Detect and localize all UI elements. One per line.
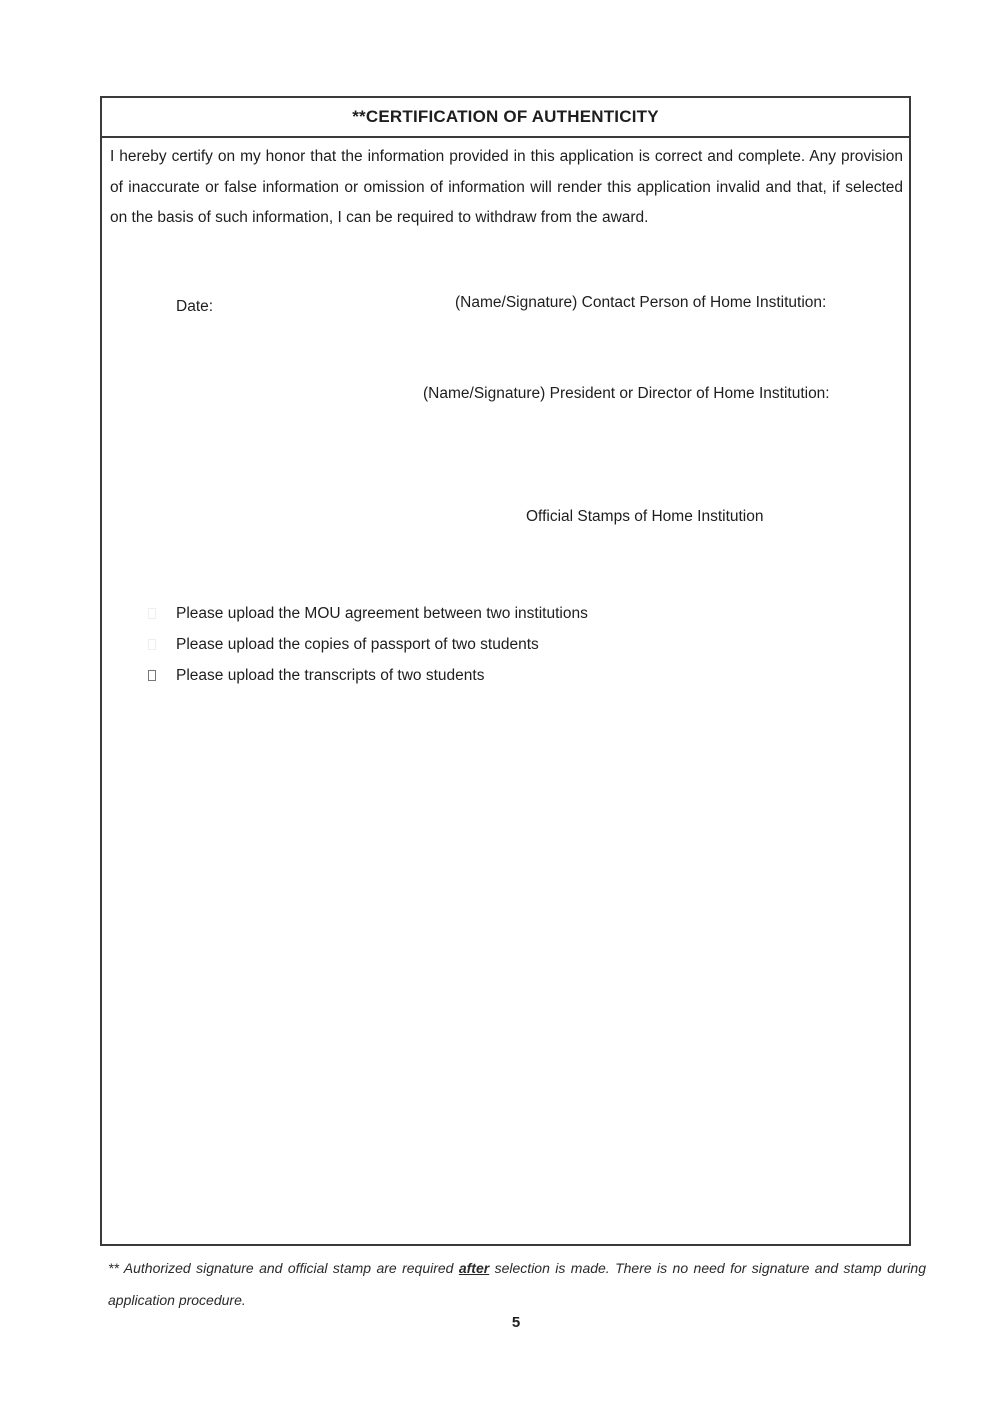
page-number: 5: [511, 1314, 521, 1331]
checkbox-icon[interactable]: [148, 639, 156, 650]
checklist-item-label: Please upload the transcripts of two students: [176, 667, 485, 684]
footnote-prefix: ** Authorized signature and official stamp are required: [108, 1260, 459, 1276]
official-stamps-label: Official Stamps of Home Institution: [526, 508, 764, 525]
checklist-item-label: Please upload the copies of passport of two students: [176, 636, 539, 653]
footnote: [108, 1252, 926, 1316]
checkbox-icon[interactable]: [148, 670, 156, 681]
certification-statement: I hereby certify on my honor that the information provided in this application is correct and complete. Any provision of inaccurate or false information or omission of information will render this application invalid and that, if selected on the basis of such information, I can be required to withdraw from the award.: [110, 148, 903, 226]
checklist-item-label: Please upload the MOU agreement between two institutions: [176, 605, 588, 622]
checkbox-icon[interactable]: [148, 608, 156, 619]
footnote-suffix: selection is made. There is no need for signature and stamp during application procedure.: [108, 1260, 926, 1308]
footnote-emphasis: after: [458, 1260, 490, 1276]
certification-title: **CERTIFICATION OF AUTHENTICITY: [102, 98, 909, 138]
checklist-item: [146, 660, 588, 691]
contact-person-signature-label: (Name/Signature) Contact Person of Home Institution:: [455, 294, 827, 311]
checklist-item: [146, 629, 588, 660]
upload-checklist: [146, 598, 588, 691]
checklist-item: [146, 598, 588, 629]
president-signature-label: (Name/Signature) President or Director of Home Institution:: [423, 385, 830, 402]
date-field-label: Date:: [176, 298, 214, 315]
certification-form: [100, 96, 911, 1246]
